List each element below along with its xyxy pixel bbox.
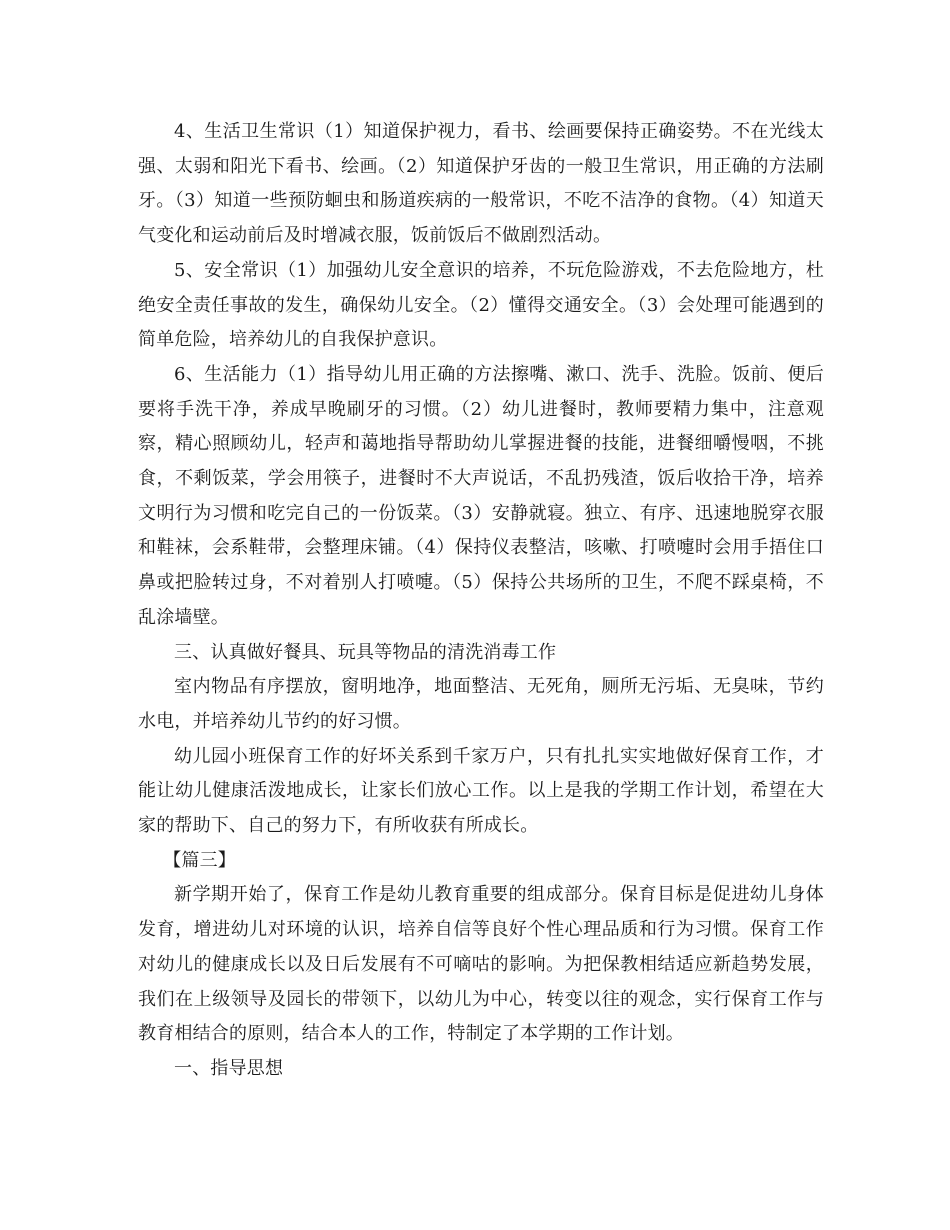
paragraph-hygiene-knowledge: 4、生活卫生常识（1）知道保护视力，看书、绘画要保持正确姿势。不在光线太强、太弱和阳光下看书、绘画。（2）知道保护牙齿的一般卫生常识，用正确的方法刷牙。（3）知道一些预防蛔虫和肠道疾病的一般常识，不吃不洁净的食物。（4）知道天气变化和运动前后及时增减衣服，饭前饭后不做剧烈活动。 (138, 121, 824, 247)
part-heading-three: 【篇三】 (163, 849, 236, 871)
paragraph-new-semester: 新学期开始了，保育工作是幼儿教育重要的组成部分。保育目标是促进幼儿身体发育，增进幼儿对环境的认识，培养自信等良好个性心理品质和行为习惯。保育工作对幼儿的健康成长以及日后发展有不可嘀咕的影响。为把保教相结适应新趋势发展，我们在上级领导及园长的带领下，以幼儿为中心，转变以往的观念，实行保育工作与教育相结合的原则，结合本人的工作，特制定了本学期的工作计划。 (138, 884, 824, 1045)
paragraph-indoor-items: 室内物品有序摆放，窗明地净，地面整洁、无死角，厕所无污垢、无臭味，节约水电，并培养幼儿节约的好习惯。 (138, 676, 824, 732)
section-heading-disinfection: 三、认真做好餐具、玩具等物品的清洗消毒工作 (174, 641, 557, 663)
paragraph-life-skills: 6、生活能力（1）指导幼儿用正确的方法擦嘴、漱口、洗手、洗脸。饭前、便后要将手洗干净，养成早晚刷牙的习惯。（2）幼儿进餐时，教师要精力集中，注意观察，精心照顾幼儿，轻声和蔼地指导帮助幼儿掌握进餐的技能，进餐细嚼慢咽，不挑食，不剩饭菜，学会用筷子，进餐时不大声说话，不乱扔残渣，饭后收拾干净，培养文明行为习惯和吃完自己的一份饭菜。（3）安静就寝。独立、有序、迅速地脱穿衣服和鞋袜，会系鞋带，会整理床铺。（4）保持仪表整洁，咳嗽、打喷嚏时会用手捂住口鼻或把脸转过身，不对着别人打喷嚏。（5）保持公共场所的卫生，不爬不踩桌椅，不乱涂墙壁。 (138, 363, 824, 628)
section-heading-guiding-ideology: 一、指导思想 (174, 1057, 284, 1079)
paragraph-conclusion: 幼儿园小班保育工作的好坏关系到千家万户，只有扎扎实实地做好保育工作，才能让幼儿健康活泼地成长，让家长们放心工作。以上是我的学期工作计划，希望在大家的帮助下、自己的努力下，有所收获有所成长。 (138, 745, 824, 837)
document-body (138, 115, 824, 1087)
paragraph-safety-knowledge: 5、安全常识（1）加强幼儿安全意识的培养，不玩危险游戏，不去危险地方，杜绝安全责任事故的发生，确保幼儿安全。（2）懂得交通安全。（3）会处理可能遇到的简单危险，培养幼儿的自我保护意识。 (138, 259, 824, 351)
